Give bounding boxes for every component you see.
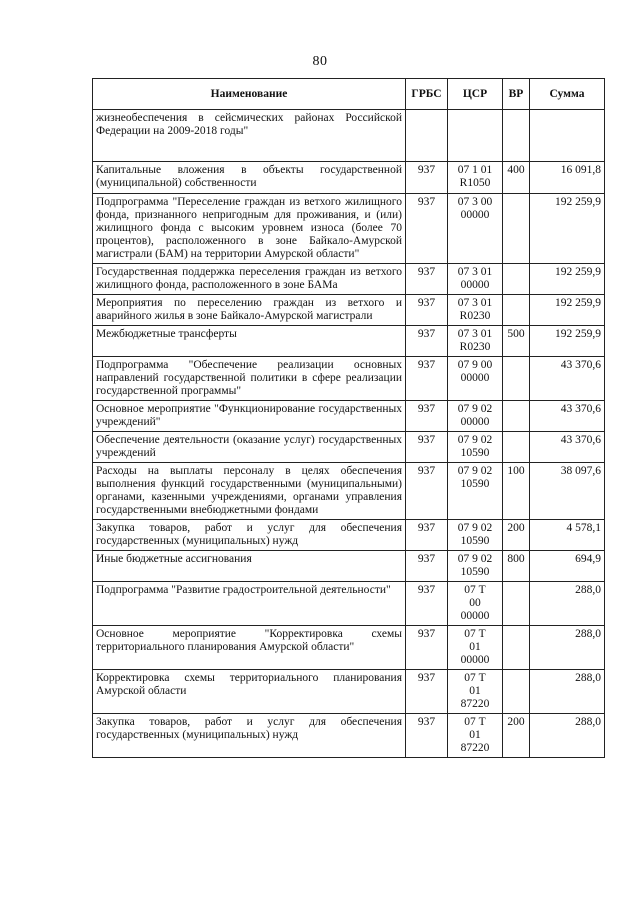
row-csr-line: 10590 — [460, 566, 490, 578]
row-vr: 400 — [503, 162, 530, 194]
row-name: Капитальные вложения в объекты государственной (муниципальной) собственности — [93, 162, 406, 194]
row-csr — [448, 401, 503, 432]
row-grbs: 937 — [406, 520, 448, 551]
row-csr-line: 01 — [469, 685, 481, 697]
row-csr — [448, 432, 503, 463]
row-csr-line: 07 9 02 — [457, 434, 493, 446]
row-sum: 4 578,1 — [530, 520, 605, 551]
table-row — [93, 432, 605, 463]
table-row — [93, 551, 605, 582]
row-sum: 43 370,6 — [530, 432, 605, 463]
row-csr-line: 00000 — [460, 654, 490, 666]
row-csr-line: 10590 — [460, 535, 490, 547]
row-csr-line: 07 Т — [464, 716, 486, 728]
row-csr-line: 07 Т — [464, 628, 486, 640]
column-header-sum: Сумма — [530, 79, 605, 110]
column-header-name: Наименование — [93, 79, 406, 110]
row-name: Основное мероприятие "Корректировка схемы территориального планирования Амурской области" — [93, 626, 406, 670]
row-grbs: 937 — [406, 582, 448, 626]
table-row — [93, 110, 605, 162]
row-csr-line: R0230 — [459, 310, 491, 322]
row-csr — [448, 326, 503, 357]
row-vr: 100 — [503, 463, 530, 520]
row-sum: 288,0 — [530, 714, 605, 758]
table-row — [93, 264, 605, 295]
row-name: жизнеобеспечения в сейсмических районах Российской Федерации на 2009-2018 годы" — [93, 110, 406, 162]
row-vr: 200 — [503, 520, 530, 551]
row-grbs — [406, 110, 448, 162]
row-csr-line: R0230 — [459, 341, 491, 353]
row-grbs: 937 — [406, 463, 448, 520]
row-csr — [448, 463, 503, 520]
row-name: Расходы на выплаты персоналу в целях обеспечения выполнения функций государственными (муниципальными) органами, казенными учреждениями, органами управления государственными внебюджетными фондами — [93, 463, 406, 520]
row-grbs: 937 — [406, 626, 448, 670]
table-row — [93, 162, 605, 194]
row-grbs: 937 — [406, 194, 448, 264]
row-vr: 500 — [503, 326, 530, 357]
row-sum: 43 370,6 — [530, 357, 605, 401]
row-grbs: 937 — [406, 401, 448, 432]
row-csr-line: 10590 — [460, 447, 490, 459]
row-name: Государственная поддержка переселения граждан из ветхого жилищного фонда, расположенного в зоне БАМа — [93, 264, 406, 295]
row-csr-line: 07 3 00 — [457, 196, 493, 208]
table-row — [93, 582, 605, 626]
row-csr-line: 01 — [469, 641, 481, 653]
row-grbs: 937 — [406, 357, 448, 401]
row-name: Иные бюджетные ассигнования — [93, 551, 406, 582]
row-grbs: 937 — [406, 432, 448, 463]
row-sum: 192 259,9 — [530, 326, 605, 357]
row-name: Корректировка схемы территориального планирования Амурской области — [93, 670, 406, 714]
row-csr-line: 07 9 00 — [457, 359, 493, 371]
row-csr — [448, 162, 503, 194]
row-sum: 16 091,8 — [530, 162, 605, 194]
column-header-grbs: ГРБС — [406, 79, 448, 110]
row-csr-line: 07 3 01 — [457, 266, 493, 278]
row-vr — [503, 194, 530, 264]
row-sum: 38 097,6 — [530, 463, 605, 520]
row-vr — [503, 401, 530, 432]
row-csr-line: 07 Т — [464, 584, 486, 596]
row-csr-line: 00000 — [460, 610, 490, 622]
row-csr-line: 07 3 01 — [457, 297, 493, 309]
row-csr-line: 01 — [469, 729, 481, 741]
row-csr-line: 00000 — [460, 416, 490, 428]
table-row — [93, 401, 605, 432]
table-row — [93, 194, 605, 264]
row-csr — [448, 714, 503, 758]
table-row — [93, 670, 605, 714]
row-sum — [530, 110, 605, 162]
row-name: Подпрограмма "Развитие градостроительной деятельности" — [93, 582, 406, 626]
row-csr-line: 07 9 02 — [457, 553, 493, 565]
budget-table — [92, 78, 605, 758]
row-vr — [503, 295, 530, 326]
table-header-row — [93, 79, 605, 110]
row-vr — [503, 432, 530, 463]
row-name: Мероприятия по переселению граждан из ветхого и аварийного жилья в зоне Байкало-Амурской магистрали — [93, 295, 406, 326]
row-csr-line: 00000 — [460, 279, 490, 291]
row-vr — [503, 670, 530, 714]
row-grbs: 937 — [406, 551, 448, 582]
row-grbs: 937 — [406, 670, 448, 714]
row-grbs: 937 — [406, 162, 448, 194]
row-vr — [503, 357, 530, 401]
row-csr-line: 10590 — [460, 478, 490, 490]
table-row — [93, 463, 605, 520]
row-csr-line: 07 9 02 — [457, 465, 493, 477]
row-csr — [448, 626, 503, 670]
row-name: Закупка товаров, работ и услуг для обеспечения государственных (муниципальных) нужд — [93, 520, 406, 551]
row-csr — [448, 670, 503, 714]
row-grbs: 937 — [406, 326, 448, 357]
table-row — [93, 520, 605, 551]
row-sum: 192 259,9 — [530, 264, 605, 295]
row-vr: 200 — [503, 714, 530, 758]
row-sum: 192 259,9 — [530, 194, 605, 264]
table-row — [93, 295, 605, 326]
column-header-vr: ВР — [503, 79, 530, 110]
row-sum: 192 259,9 — [530, 295, 605, 326]
row-csr — [448, 551, 503, 582]
row-csr-line: R1050 — [459, 177, 491, 189]
row-csr-line: 00000 — [460, 372, 490, 384]
row-csr — [448, 582, 503, 626]
row-csr — [448, 110, 503, 162]
row-csr — [448, 295, 503, 326]
row-grbs: 937 — [406, 714, 448, 758]
row-name: Подпрограмма "Переселение граждан из ветхого жилищного фонда, признанного непригодным для проживания, и (или) жилищного фонда с высоким уровнем износа (более 70 процентов), расположенного в зоне Байкало-Амурской магистрали (БАМ) на территории Амурской области" — [93, 194, 406, 264]
table-row — [93, 626, 605, 670]
row-vr — [503, 582, 530, 626]
row-vr — [503, 264, 530, 295]
row-csr-line: 87220 — [460, 742, 490, 754]
row-vr: 800 — [503, 551, 530, 582]
row-csr-line: 07 9 02 — [457, 522, 493, 534]
row-name: Основное мероприятие "Функционирование государственных учреждений" — [93, 401, 406, 432]
row-sum: 43 370,6 — [530, 401, 605, 432]
row-sum: 288,0 — [530, 582, 605, 626]
table-body — [93, 110, 605, 758]
row-vr — [503, 110, 530, 162]
row-sum: 288,0 — [530, 670, 605, 714]
row-csr — [448, 264, 503, 295]
row-csr — [448, 194, 503, 264]
table-row — [93, 326, 605, 357]
table-row — [93, 357, 605, 401]
row-csr — [448, 357, 503, 401]
row-sum: 694,9 — [530, 551, 605, 582]
row-name: Подпрограмма "Обеспечение реализации основных направлений государственной политики в сфере реализации государственной программы" — [93, 357, 406, 401]
row-csr-line: 00000 — [460, 209, 490, 221]
row-name: Обеспечение деятельности (оказание услуг) государственных учреждений — [93, 432, 406, 463]
row-csr-line: 07 9 02 — [457, 403, 493, 415]
row-name: Межбюджетные трансферты — [93, 326, 406, 357]
table-row — [93, 714, 605, 758]
row-name: Закупка товаров, работ и услуг для обеспечения государственных (муниципальных) нужд — [93, 714, 406, 758]
row-csr-line: 07 Т — [464, 672, 486, 684]
row-csr-line: 87220 — [460, 698, 490, 710]
row-csr-line: 00 — [469, 597, 481, 609]
row-sum: 288,0 — [530, 626, 605, 670]
row-grbs: 937 — [406, 264, 448, 295]
row-grbs: 937 — [406, 295, 448, 326]
row-csr-line: 07 1 01 — [457, 164, 493, 176]
row-csr-line: 07 3 01 — [457, 328, 493, 340]
page-number: 80 — [312, 54, 328, 69]
column-header-csr: ЦСР — [448, 79, 503, 110]
row-vr — [503, 626, 530, 670]
row-csr — [448, 520, 503, 551]
